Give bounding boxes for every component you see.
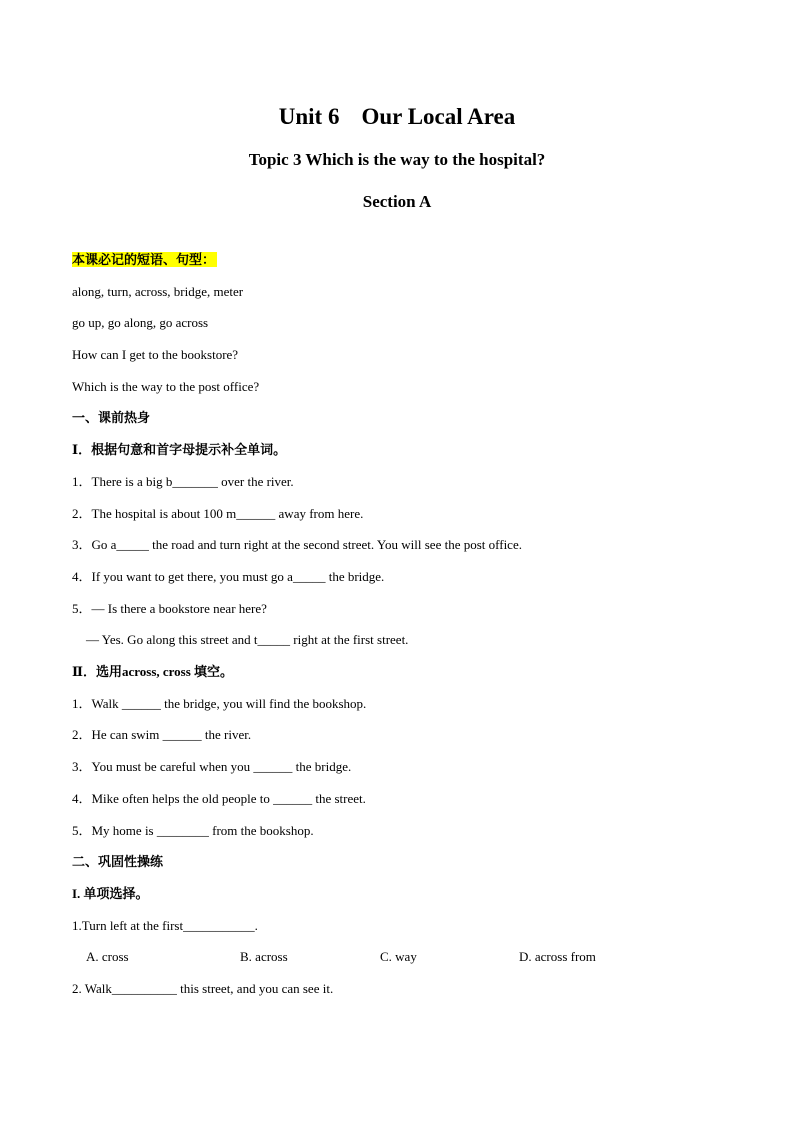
exercise-item: 3．Go a_____ the road and turn right at the second street. You will see the post office. bbox=[72, 537, 522, 552]
key-point-line: along, turn, across, bridge, meter bbox=[72, 284, 244, 299]
part2-heading: 二、巩固性操练 bbox=[72, 854, 164, 869]
multiple-choice-question: 2. Walk__________ this street, and you can see it. bbox=[72, 981, 334, 996]
unit-number: Unit 6 bbox=[278, 104, 340, 129]
exercise-item: 2．He can swim ______ the river. bbox=[72, 727, 252, 742]
multiple-choice-question: 1.Turn left at the first___________. bbox=[72, 918, 258, 933]
topic-title: Topic 3 Which is the way to the hospital? bbox=[248, 150, 546, 169]
unit-title bbox=[0, 104, 794, 130]
choice-option-d: D. across from bbox=[519, 949, 596, 964]
exercise-item: 4．Mike often helps the old people to ______ the street. bbox=[72, 791, 366, 806]
key-point-line: go up, go along, go across bbox=[72, 315, 209, 330]
exercise-item: 1．Walk ______ the bridge, you will find the bookshop. bbox=[72, 696, 367, 711]
exercise-item: 1．There is a big b_______ over the river. bbox=[72, 474, 294, 489]
key-points-label: 本课必记的短语、句型： bbox=[72, 252, 216, 267]
part1-sub-a-heading: Ⅰ．根据句意和首字母提示补全单词。 bbox=[72, 442, 287, 457]
unit-name: Our Local Area bbox=[361, 104, 516, 129]
part2-sub-a-heading: I. 单项选择。 bbox=[72, 886, 149, 901]
exercise-item: 5．My home is ________ from the bookshop. bbox=[72, 823, 314, 838]
key-point-line: How can I get to the bookstore? bbox=[72, 347, 239, 362]
exercise-item-answer-line: — Yes. Go along this street and t_____ right at the first street. bbox=[86, 632, 409, 647]
exercise-item: 5．— Is there a bookstore near here? bbox=[72, 601, 267, 616]
choice-option-c: C. way bbox=[380, 949, 417, 964]
part1-heading: 一、课前热身 bbox=[72, 410, 151, 425]
exercise-item: 2．The hospital is about 100 m______ away from here. bbox=[72, 506, 364, 521]
key-points-label-row bbox=[72, 252, 217, 268]
section-title: Section A bbox=[362, 192, 432, 211]
key-point-line: Which is the way to the post office? bbox=[72, 379, 260, 394]
choice-option-b: B. across bbox=[240, 949, 288, 964]
exercise-item: 3．You must be careful when you ______ the bridge. bbox=[72, 759, 352, 774]
exercise-item: 4．If you want to get there, you must go a_____ the bridge. bbox=[72, 569, 385, 584]
part1-sub-b-heading: Ⅱ．选用across, cross 填空。 bbox=[72, 664, 234, 679]
choice-option-a: A. cross bbox=[86, 949, 129, 964]
